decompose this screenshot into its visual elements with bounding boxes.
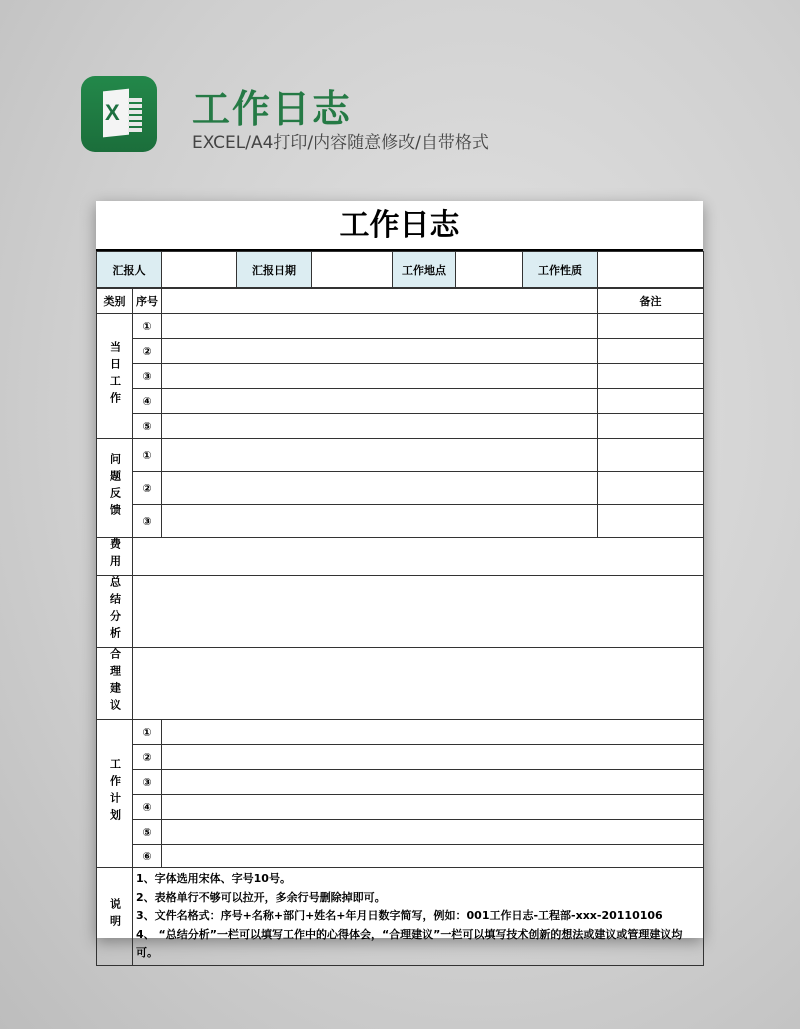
- note-line: 2、表格单行不够可以拉开，多余行号删除掉即可。: [136, 890, 386, 904]
- section-summary: 总结分析: [108, 576, 122, 644]
- cost-cell[interactable]: [133, 538, 704, 576]
- section-cost: 费用: [108, 538, 122, 572]
- row-num: ④: [133, 795, 162, 820]
- page-title: 工作日志: [192, 87, 353, 131]
- cell[interactable]: [598, 472, 704, 505]
- col-seq: 序号: [133, 289, 162, 314]
- note-line: 1、字体选用宋体、字号10号。: [136, 872, 291, 885]
- cell[interactable]: [598, 389, 704, 414]
- section-issues: 问题反馈: [108, 452, 122, 521]
- cell[interactable]: [162, 339, 598, 364]
- nature-label: 工作性质: [523, 252, 598, 288]
- sheet-title: 工作日志: [96, 201, 703, 251]
- row-num: ②: [133, 472, 162, 505]
- cell[interactable]: [162, 472, 598, 505]
- nature-field[interactable]: [598, 252, 704, 288]
- worklog-sheet: [96, 201, 703, 959]
- section-suggest: 合理建议: [108, 648, 122, 716]
- row-num: ③: [133, 505, 162, 538]
- location-field[interactable]: [456, 252, 523, 288]
- row-num: ①: [133, 439, 162, 472]
- reporter-label: 汇报人: [97, 252, 162, 288]
- cell[interactable]: [162, 745, 704, 770]
- col-remark: 备注: [598, 289, 704, 314]
- location-label: 工作地点: [393, 252, 456, 288]
- reporter-field[interactable]: [162, 252, 237, 288]
- col-category: 类别: [97, 289, 133, 314]
- row-num: ③: [133, 770, 162, 795]
- log-table: [96, 288, 704, 966]
- row-num: ③: [133, 364, 162, 389]
- row-num: ①: [133, 720, 162, 745]
- summary-cell[interactable]: [133, 576, 704, 648]
- cell[interactable]: [162, 314, 598, 339]
- cell[interactable]: [598, 439, 704, 472]
- section-plan: 工作计划: [108, 758, 122, 826]
- cell[interactable]: [162, 720, 704, 745]
- col-content: [162, 289, 598, 314]
- cell[interactable]: [598, 314, 704, 339]
- row-num: ⑥: [133, 845, 162, 868]
- cell[interactable]: [162, 820, 704, 845]
- cell[interactable]: [598, 364, 704, 389]
- date-label: 汇报日期: [237, 252, 312, 288]
- cell[interactable]: [598, 339, 704, 364]
- cell[interactable]: [162, 795, 704, 820]
- row-num: ①: [133, 314, 162, 339]
- page-subtitle: EXCEL/A4打印/内容随意修改/自带格式: [192, 133, 489, 153]
- notes-cell: [133, 868, 704, 966]
- cell[interactable]: [162, 364, 598, 389]
- suggest-cell[interactable]: [133, 648, 704, 720]
- row-num: ②: [133, 745, 162, 770]
- cell[interactable]: [598, 505, 704, 538]
- row-num: ②: [133, 339, 162, 364]
- cell[interactable]: [162, 770, 704, 795]
- row-num: ④: [133, 389, 162, 414]
- cell[interactable]: [162, 845, 704, 868]
- note-line: 4、 “总结分析”一栏可以填写工作中的心得体会，“合理建议”一栏可以填写技术创新的想法或建议或管理建议均可。: [136, 927, 683, 959]
- row-num: ⑤: [133, 820, 162, 845]
- excel-logo-icon: X: [81, 76, 157, 152]
- note-line: 3、文件名格式：序号+名称+部门+姓名+年月日数字简写，例如：001工作日志-工程部-xxx-20110106: [136, 909, 663, 922]
- section-daily: 当日工作: [108, 340, 122, 409]
- cell[interactable]: [598, 414, 704, 439]
- date-field[interactable]: [312, 252, 393, 288]
- section-notes: 说明: [108, 897, 122, 932]
- row-num: ⑤: [133, 414, 162, 439]
- info-table: [96, 251, 704, 288]
- cell[interactable]: [162, 414, 598, 439]
- cell[interactable]: [162, 389, 598, 414]
- cell[interactable]: [162, 439, 598, 472]
- cell[interactable]: [162, 505, 598, 538]
